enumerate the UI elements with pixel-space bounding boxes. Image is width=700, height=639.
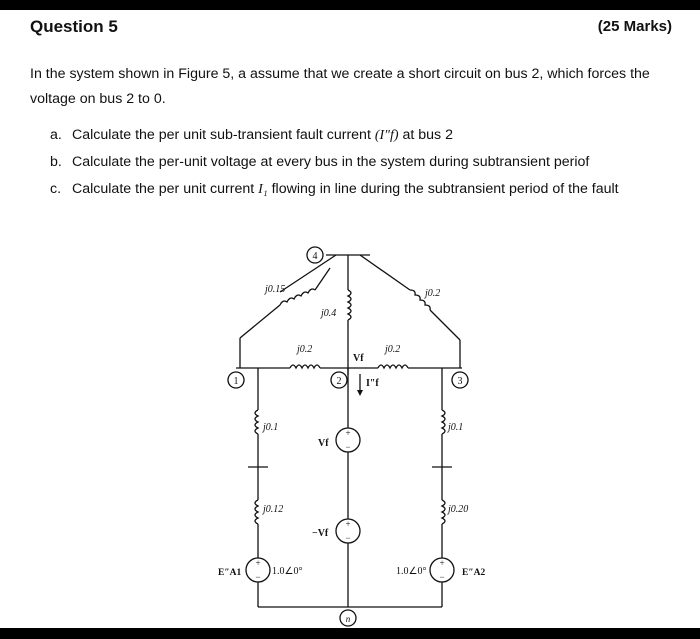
task-letter: b. xyxy=(50,154,62,170)
fault-current-label: I″f xyxy=(366,378,379,389)
impedance-z12-label: j0.2 xyxy=(297,344,313,355)
bus-2-number: 2 xyxy=(336,376,342,387)
source-minus-vf-label: −Vf xyxy=(312,528,329,539)
impedance-z1-upper-label: j0.1 xyxy=(263,422,279,433)
task-text-pre: Calculate the per-unit voltage at every bus in the system during subtransient periof xyxy=(72,154,590,170)
impedance-z3-upper-label: j0.1 xyxy=(448,422,464,433)
impedance-z23 xyxy=(378,365,408,368)
source-e2-value: 1.0∠0° xyxy=(396,566,427,577)
impedance-z1-upper xyxy=(255,410,258,434)
question-title: Question 5 xyxy=(30,17,118,36)
fault-current-arrow xyxy=(357,390,363,396)
source-e2 xyxy=(430,558,454,582)
source-e2-label: E″A2 xyxy=(462,568,486,578)
svg-text:−: − xyxy=(439,572,445,582)
bus-3-marker xyxy=(452,372,468,388)
source-vf-label: Vf xyxy=(318,438,329,449)
task-text-pre: Calculate the per unit current xyxy=(72,181,259,197)
bus-4-marker xyxy=(307,247,323,263)
svg-text:−: − xyxy=(345,533,351,543)
svg-text:+: + xyxy=(255,558,261,568)
svg-text:+: + xyxy=(345,519,351,529)
impedance-z23-label: j0.2 xyxy=(385,344,401,355)
impedance-z12 xyxy=(290,365,320,368)
svg-text:+: + xyxy=(345,428,351,438)
task-math: (I″f) xyxy=(374,128,399,143)
task-text-pre: Calculate the per unit sub-transient fault current xyxy=(72,127,375,143)
bus-3-number: 3 xyxy=(457,376,463,387)
question-marks: (25 Marks) xyxy=(597,18,672,35)
bottom-border xyxy=(0,628,700,639)
task-letter: a. xyxy=(50,127,62,143)
impedance-z3-lower-label: j0.20 xyxy=(448,504,469,515)
bus-n-label: n xyxy=(345,614,351,624)
svg-text:−: − xyxy=(345,442,351,452)
bus-4-number: 4 xyxy=(312,251,318,262)
bus-n-marker xyxy=(340,610,356,626)
task-math: I₁ xyxy=(258,182,268,197)
impedance-z14-label: j0.15 xyxy=(265,284,286,295)
impedance-z24 xyxy=(348,290,351,320)
source-e1-label: E″A1 xyxy=(218,568,242,578)
question-intro: In the system shown in Figure 5, a assume that we create a short circuit on bus 2, which forces the voltage on bus 2 to 0. xyxy=(30,66,650,107)
impedance-z3-lower xyxy=(442,500,445,524)
impedance-z1-lower-label: j0.12 xyxy=(263,504,284,515)
impedance-z1-lower xyxy=(255,500,258,524)
svg-text:−: − xyxy=(255,572,261,582)
task-text-post: at bus 2 xyxy=(398,127,453,143)
task-text-post: flowing in line during the subtransient period of the fault xyxy=(267,181,619,197)
impedance-z3-upper xyxy=(442,410,445,434)
impedance-z34-label: j0.2 xyxy=(425,288,441,299)
bus-2-marker xyxy=(331,372,347,388)
bus-4 xyxy=(280,255,410,292)
impedance-z24-label: j0.4 xyxy=(321,308,337,319)
bus-1-marker xyxy=(228,372,244,388)
source-vf xyxy=(336,428,360,452)
bus-1-number: 1 xyxy=(233,376,239,387)
task-letter: c. xyxy=(50,181,62,197)
fault-voltage-label: Vf xyxy=(353,353,364,364)
source-e1 xyxy=(246,558,270,582)
svg-text:+: + xyxy=(439,558,445,568)
source-minus-vf xyxy=(336,519,360,543)
source-e1-value: 1.0∠0° xyxy=(272,566,303,577)
